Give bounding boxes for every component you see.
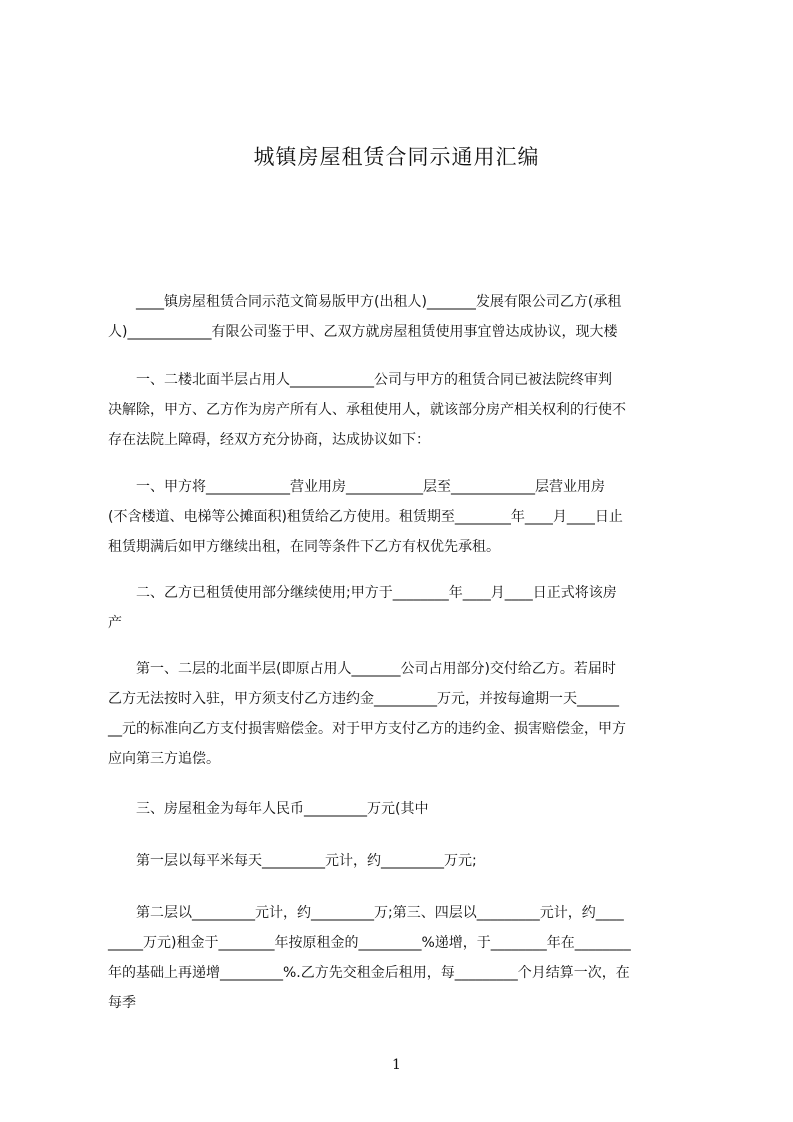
text-line: 租赁期满后如甲方继续出租，在同等条件下乙方有权优先承租。 <box>108 539 500 555</box>
text-line: 乙方无法按时入驻，甲方须支付乙方违约金_________万元，并按每逾期一天______ <box>108 691 619 707</box>
paragraph-intro <box>108 287 702 347</box>
document-title: 城镇房屋租赁合同示通用汇编 <box>253 145 540 169</box>
text-line: __元的标准向乙方支付损害赔偿金。对于甲方支付乙方的违约金、损害赔偿金，甲方 <box>108 721 626 737</box>
text-line: 存在法院上障碍，经双方充分协商，达成协议如下： <box>108 432 430 448</box>
paragraph-clause-2 <box>108 578 702 638</box>
text-line: 每季 <box>108 995 136 1011</box>
text-line: 三、房屋租金为每年人民币_________万元(其中 <box>108 801 429 817</box>
text-line: 一、甲方将____________营业用房___________层至____________层营业用房 <box>108 479 605 495</box>
text-line: 年的基础上再递增_________%.乙方先交租金后租用，每_________个月结算一次，在 <box>108 965 630 981</box>
paragraph-floor-1 <box>108 846 702 876</box>
paragraph-floors-2-4 <box>108 898 702 1018</box>
text-line: 应向第三方追偿。 <box>108 751 220 767</box>
paragraph-clause-1 <box>108 472 702 562</box>
text-line: 第二层以_________元计，约_________万;第三、四层以_________元计，约____ <box>108 905 624 921</box>
text-line: (不含楼道、电梯等公摊面积)租赁给乙方使用。租赁期至________年____月____日止 <box>108 509 623 525</box>
text-line: _____万元)租金于________年按原租金的_________%递增，于________年在________ <box>108 935 631 951</box>
text-line: 决解除，甲方、乙方作为房产所有人、承租使用人，就该部分房产相关权利的行使不 <box>108 402 626 418</box>
text-line: 二、乙方已租赁使用部分继续使用;甲方于________年____月____日正式将该房 <box>108 585 617 601</box>
text-line: 产 <box>108 615 122 631</box>
text-line: 第一层以每平米每天_________元计，约_________万元; <box>108 853 477 869</box>
paragraph-background <box>108 365 702 455</box>
text-line: 人)____________有限公司鉴于甲、乙双方就房屋租赁使用事宜曾达成协议，现大楼 <box>108 324 618 340</box>
text-line: 第一、二层的北面半层(即原占用人_______公司占用部分)交付给乙方。若届时 <box>108 661 616 677</box>
paragraph-clause-3 <box>108 794 702 824</box>
paragraph-delivery <box>108 654 702 774</box>
page-number: 1 <box>392 1057 401 1073</box>
text-line: 一、二楼北面半层占用人____________公司与甲方的租赁合同已被法院终审判 <box>108 372 612 388</box>
text-line: ____镇房屋租赁合同示范文简易版甲方(出租人)_______发展有限公司乙方(承租 <box>108 294 622 310</box>
